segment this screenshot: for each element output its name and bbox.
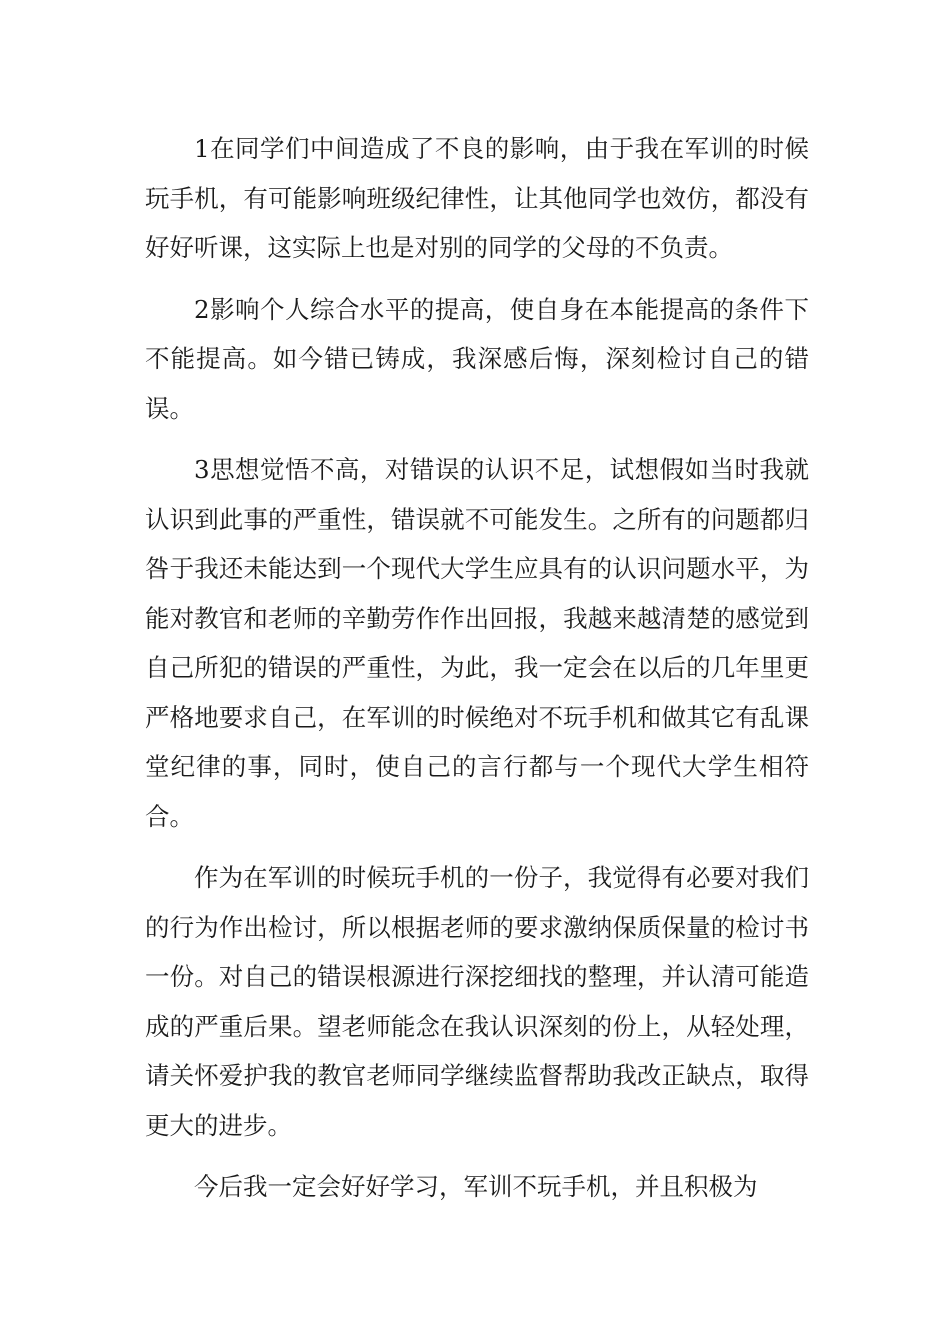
document-body	[145, 124, 809, 1224]
paragraph-3: 3思想觉悟不高，对错误的认识不足，试想假如当时我就认识到此事的严重性，错误就不可能发生。之所有的问题都归咎于我还未能达到一个现代大学生应具有的认识问题水平，为能对教官和老师的辛勤劳作作出回报，我越来越清楚的感觉到自己所犯的错误的严重性，为此，我一定会在以后的几年里更严格地要求自己，在军训的时候绝对不玩手机和做其它有乱课堂纪律的事，同时，使自己的言行都与一个现代大学生相符合。	[145, 455, 809, 831]
paragraph-5: 今后我一定会好好学习，军训不玩手机，并且积极为	[194, 1172, 758, 1201]
paragraph-1: 1在同学们中间造成了不良的影响，由于我在军训的时候玩手机，有可能影响班级纪律性，让其他同学也效仿，都没有好好听课，这实际上也是对别的同学的父母的不负责。	[145, 134, 809, 262]
paragraph-2: 2影响个人综合水平的提高，使自身在本能提高的条件下不能提高。如今错已铸成，我深感后悔，深刻检讨自己的错误。	[145, 294, 809, 423]
paragraph-4: 作为在军训的时候玩手机的一份子，我觉得有必要对我们的行为作出检讨，所以根据老师的要求激纳保质保量的检讨书一份。对自己的错误根源进行深挖细找的整理，并认清可能造成的严重后果。望老师能念在我认识深刻的份上，从轻处理，请关怀爱护我的教官老师同学继续监督帮助我改正缺点，取得更大的进步。	[145, 863, 809, 1140]
